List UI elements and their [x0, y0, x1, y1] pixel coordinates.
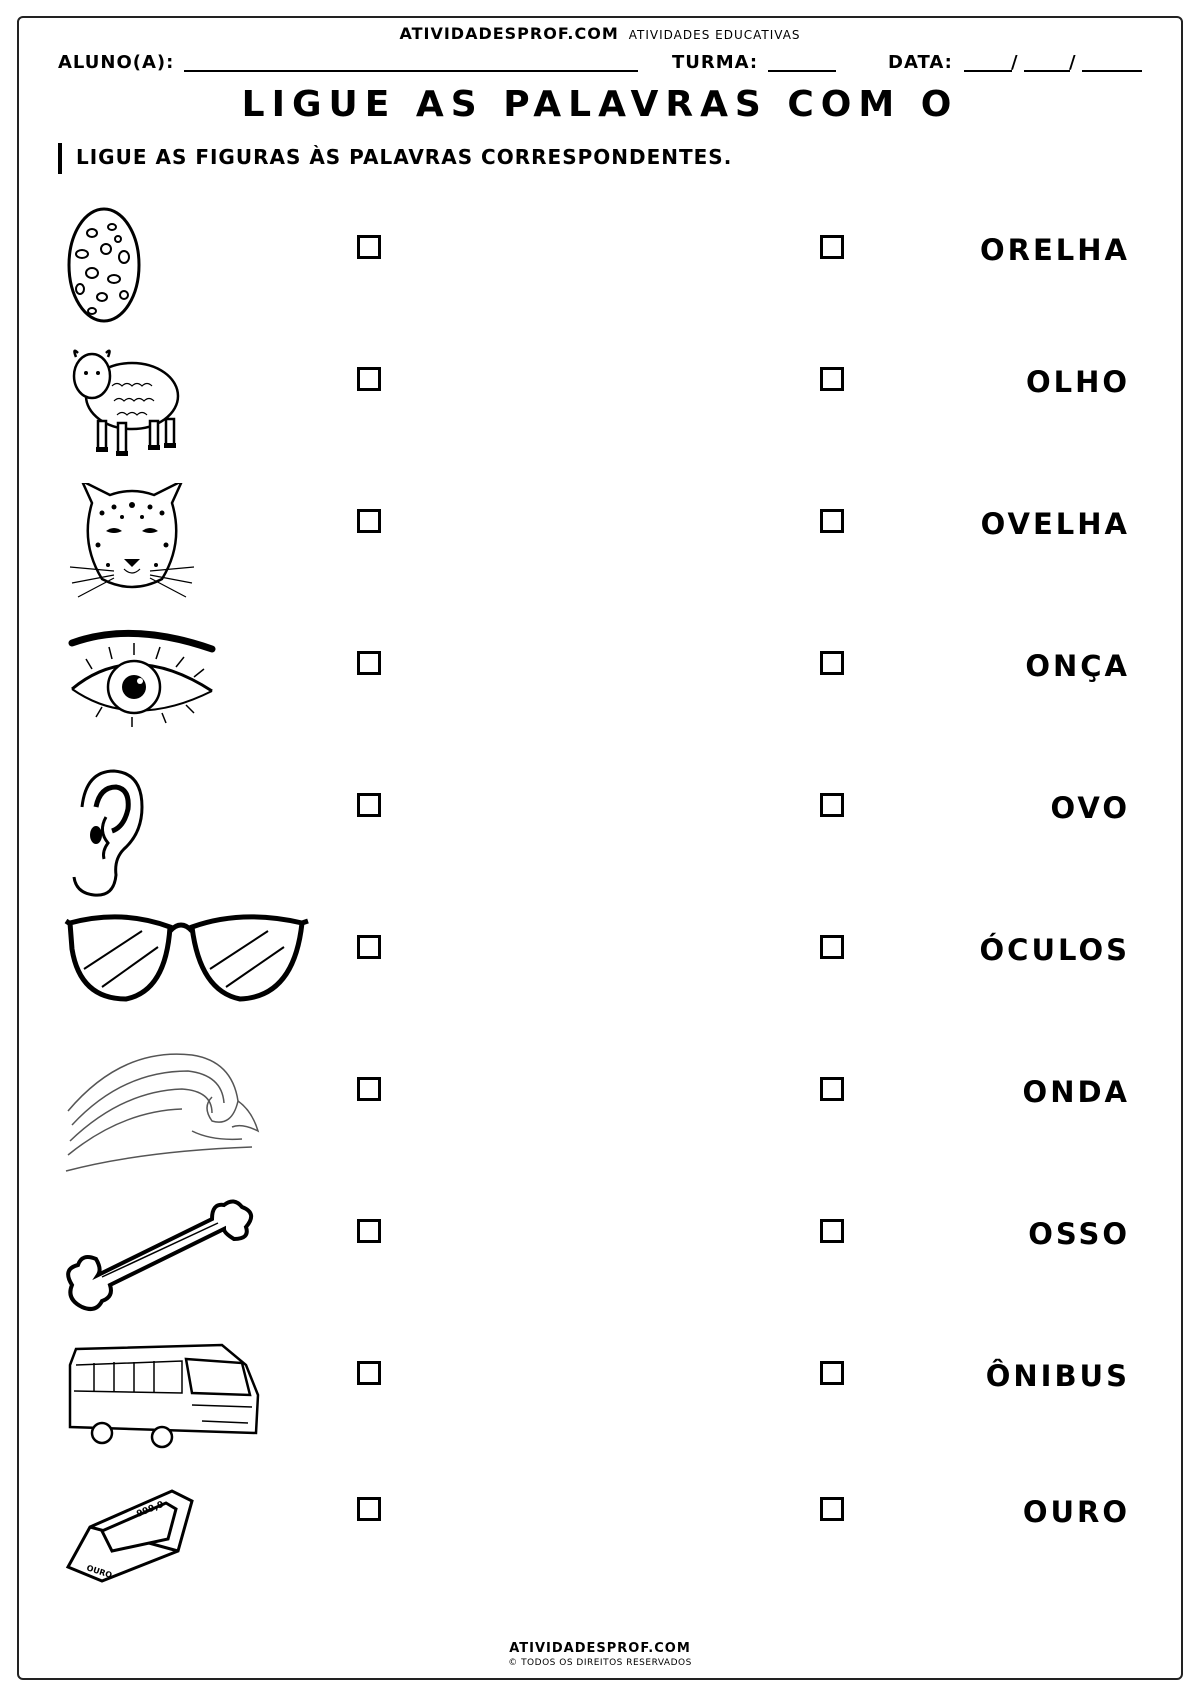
match-row	[0, 483, 1200, 625]
picture-cell	[62, 199, 322, 341]
bus-icon	[62, 1335, 272, 1465]
word-label: ÓCULOS	[979, 933, 1130, 967]
left-checkbox[interactable]	[357, 235, 381, 259]
site-tagline: ATIVIDADES EDUCATIVAS	[628, 28, 801, 42]
left-checkbox[interactable]	[357, 509, 381, 533]
word-label: OVELHA	[980, 507, 1130, 541]
right-checkbox[interactable]	[820, 509, 844, 533]
word-label: OVO	[1050, 791, 1130, 825]
left-checkbox[interactable]	[357, 935, 381, 959]
jaguar-icon	[62, 483, 202, 613]
word-label: OSSO	[1028, 1217, 1130, 1251]
picture-cell	[62, 767, 322, 909]
date-sep: /	[1069, 52, 1077, 73]
word-label: ORELHA	[980, 233, 1130, 267]
picture-cell	[62, 625, 322, 767]
match-row	[0, 341, 1200, 483]
sheep-icon	[62, 341, 192, 471]
left-checkbox[interactable]	[357, 651, 381, 675]
footer-rights: © TODOS OS DIREITOS RESERVADOS	[508, 1658, 692, 1668]
student-fields	[58, 48, 1144, 78]
site-name: ATIVIDADESPROF.COM	[399, 24, 619, 43]
day-field[interactable]	[964, 70, 1012, 72]
page-title: LIGUE AS PALAVRAS COM O	[241, 84, 959, 125]
glasses-icon	[62, 909, 312, 1039]
right-checkbox[interactable]	[820, 235, 844, 259]
wave-icon	[62, 1051, 262, 1181]
data-label: DATA:	[888, 52, 953, 73]
left-checkbox[interactable]	[357, 367, 381, 391]
match-row	[0, 909, 1200, 1051]
match-row	[0, 625, 1200, 767]
left-checkbox[interactable]	[357, 1361, 381, 1385]
match-row	[0, 1477, 1200, 1619]
right-checkbox[interactable]	[820, 367, 844, 391]
picture-cell	[62, 1193, 322, 1335]
match-row	[0, 1193, 1200, 1335]
right-checkbox[interactable]	[820, 1497, 844, 1521]
year-field[interactable]	[1082, 70, 1142, 72]
match-row	[0, 1051, 1200, 1193]
site-header	[0, 24, 1200, 43]
svg-text:999,9: 999,9	[135, 1499, 166, 1520]
eye-icon	[62, 625, 222, 755]
svg-text:OURO: OURO	[85, 1563, 114, 1581]
left-checkbox[interactable]	[357, 1077, 381, 1101]
ear-icon	[62, 767, 162, 907]
picture-cell	[62, 909, 322, 1051]
instruction-bar	[58, 143, 62, 174]
picture-cell	[62, 341, 322, 483]
instruction-text: LIGUE AS FIGURAS ÀS PALAVRAS CORRESPONDENTES.	[76, 145, 733, 169]
picture-cell	[62, 1335, 322, 1477]
right-checkbox[interactable]	[820, 793, 844, 817]
page-footer	[0, 1641, 1200, 1668]
gold-bar-icon	[62, 1477, 212, 1587]
right-checkbox[interactable]	[820, 1361, 844, 1385]
picture-cell	[62, 483, 322, 625]
word-label: ONDA	[1022, 1075, 1130, 1109]
right-checkbox[interactable]	[820, 935, 844, 959]
picture-cell	[62, 1477, 322, 1619]
aluno-field[interactable]	[184, 70, 638, 72]
left-checkbox[interactable]	[357, 1219, 381, 1243]
month-field[interactable]	[1024, 70, 1070, 72]
match-row	[0, 199, 1200, 341]
footer-site: ATIVIDADESPROF.COM	[509, 1641, 691, 1656]
left-checkbox[interactable]	[357, 793, 381, 817]
aluno-label: ALUNO(A):	[58, 52, 175, 73]
word-label: ÔNIBUS	[985, 1359, 1130, 1393]
word-label: OLHO	[1025, 365, 1130, 399]
picture-cell	[62, 1051, 322, 1193]
match-row	[0, 1335, 1200, 1477]
right-checkbox[interactable]	[820, 1077, 844, 1101]
date-sep: /	[1011, 52, 1019, 73]
turma-label: TURMA:	[672, 52, 759, 73]
egg-icon	[62, 199, 182, 329]
left-checkbox[interactable]	[357, 1497, 381, 1521]
match-row	[0, 767, 1200, 909]
turma-field[interactable]	[768, 70, 836, 72]
word-label: ONÇA	[1025, 649, 1130, 683]
word-label: OURO	[1022, 1495, 1130, 1529]
bone-icon	[62, 1193, 262, 1323]
right-checkbox[interactable]	[820, 651, 844, 675]
right-checkbox[interactable]	[820, 1219, 844, 1243]
